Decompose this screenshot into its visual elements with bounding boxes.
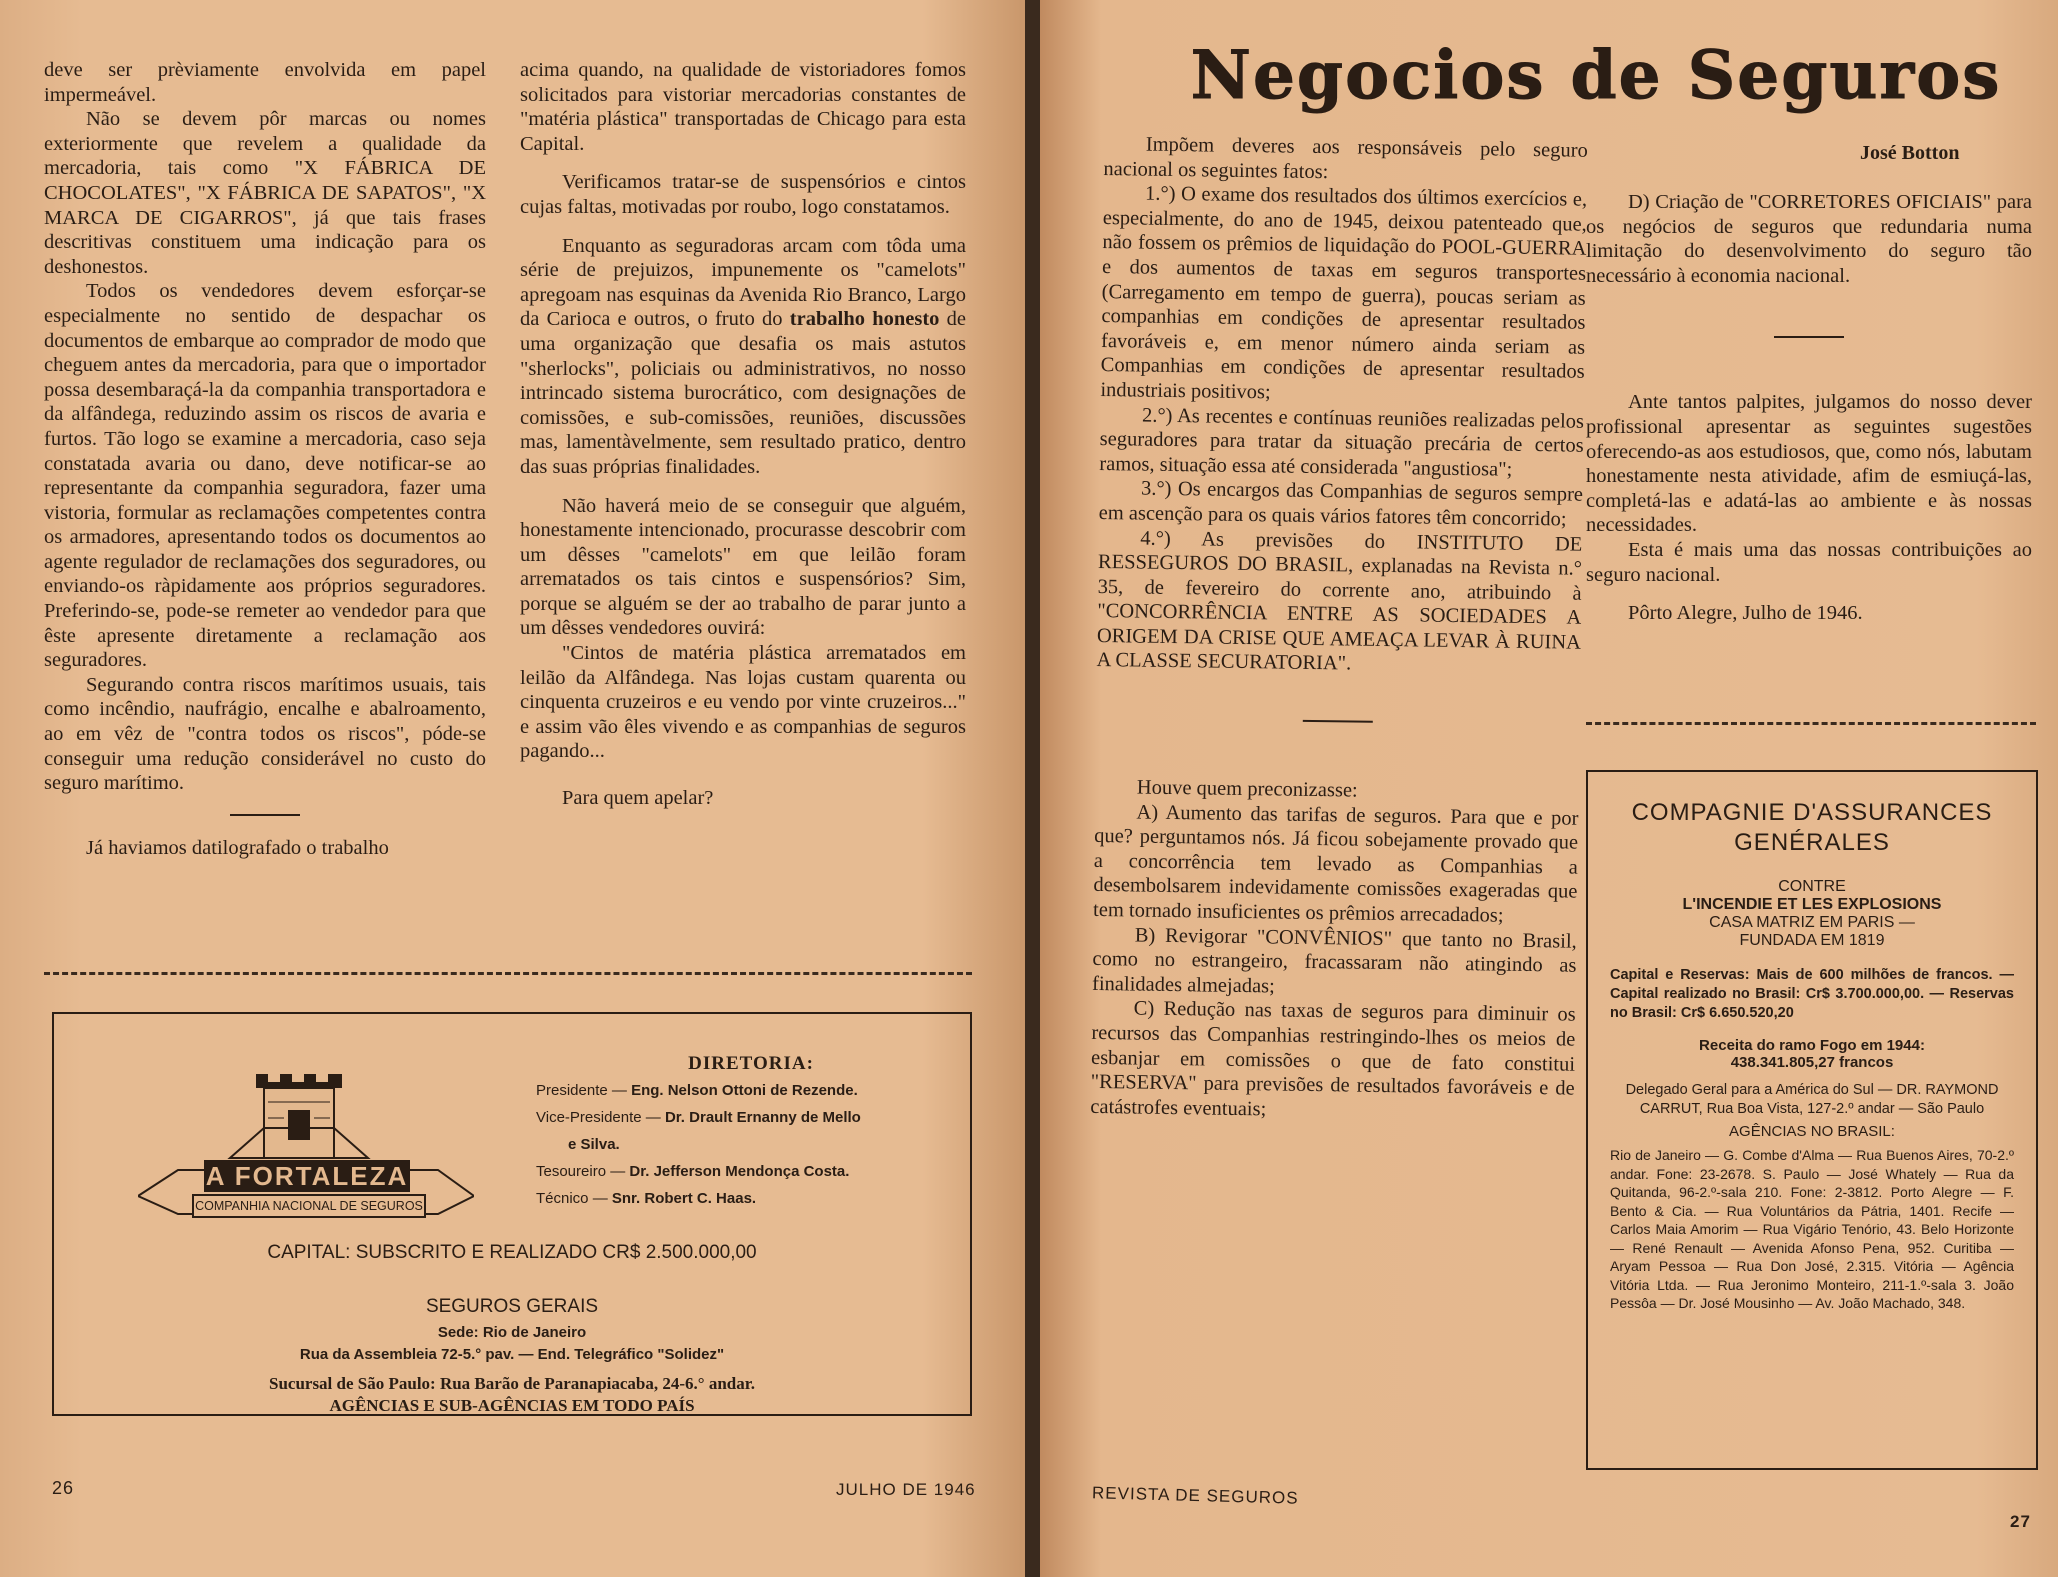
company-name: COMPAGNIE D'ASSURANCES GENÉRALES <box>1631 799 1993 856</box>
paragraph: 1.°) O exame dos resultados dos últimos exercícios e, especialmente, do ano de 1945, deixou patenteado que, não fossem os prêmios de liquidação do POOL-GUERRA e dos aumentos de taxas em seguros transportes (Carregamento em tempo de guerra), poucas seriam as companhias em condições de apresentar resultados favoráveis e, em menor número ainda seriam as Companhias em condições de apresentar resultados industriais positivos; <box>1100 182 1588 404</box>
article-title: Negocios de Seguros <box>1190 36 2002 114</box>
section-divider <box>230 814 300 816</box>
paragraph: "Cintos de matéria plástica arrematados em leilão da Alfândega. Nas lojas custam quarenta ou cinquenta cruzeiros e eu vendo por vinte cruzeiros..." e assim vão êles vivendo e as companhias de seguros pagando... <box>520 642 966 763</box>
revenue-label: Receita do ramo Fogo em 1944: <box>1699 1037 1925 1054</box>
author-name: José Botton <box>1860 142 1960 164</box>
contre-label: CONTRE <box>1778 878 1846 895</box>
capital-line: CAPITAL: SUBSCRITO E REALIZADO CR$ 2.500.000,00 <box>267 1242 757 1263</box>
agencies-text: Rio de Janeiro — G. Combe d'Alma — Rua Buenos Aires, 70-2.º andar. Fone: 23-2678. S. Paulo — José Whately — Rua da Quitanda, 96-2.º-sala 210. Fone: 2-3812. Porto Alegre — F. Bento & Cia. — Rua Voluntários da Pátria, 1401. Recife — Carlos Maia Amorim — Rua Vigário Tenório, 43. Belo Horizonte — René Renault — Avenida Afonso Pena, 952. Curitiba — Aryam Pessoa — Rua Don José, 2.315. Vitória — Agência Vitória Ltda. — Rua Jeronimo Monteiro, 211-1.º-sala 3. João Pessôa — Dr. José Mousinho — Av. João Machado, 348. <box>1610 1147 2014 1311</box>
paragraph: Segurando contra riscos marítimos usuais, tais como incêndio, naufrágio, encalhe e abalroamento, ao em vêz de "contra todos os riscos", póde-se conseguir uma redução considerável no custo do seguro marítimo. <box>44 673 486 795</box>
address-line: Rua da Assembleia 72-5.° pav. — End. Telegráfico "Solidez" <box>299 1346 725 1363</box>
sede-line: Sede: Rio de Janeiro <box>437 1324 587 1341</box>
paragraph: B) Revigorar "CONVÊNIOS" que tanto no Brasil, como no estrangeiro, fracassaram não atingindo as finalidades almejadas; <box>1091 924 1577 998</box>
paragraph: A) Aumento das tarifas de seguros. Para que e por que? perguntamos nós. Já ficou sobejamente provado que a concorrência tem levado as Companhias a desembolsarem indevidamente comissões exageradas que tem tornado insuficientes os prêmios arrecadados; <box>1092 801 1579 927</box>
dotted-divider <box>44 972 972 975</box>
paragraph: Ante tantos palpites, julgamos do nosso dever profissional apresentar as seguintes sugestões oferecendo-as aos estudiosos, que, como nós, labutam honestamente nesta atividade, afim de esmiuçá-las, completá-las e adatá-las ao ambiente e às nossas necessidades. <box>1586 391 2032 537</box>
director-row: Vice-Presidente — Dr. Drault Ernanny de Mello <box>536 1109 861 1126</box>
paragraph: acima quando, na qualidade de vistoriadores fomos solicitados para vistoriar mercadorias constantes de "matéria plástica" transportadas de Chicago para esta Capital. <box>520 59 966 155</box>
fortaleza-logo <box>138 1068 474 1228</box>
paragraph: deve ser prèviamente envolvida em papel impermeável. <box>44 59 486 106</box>
page-number: 27 <box>2010 1512 2031 1531</box>
right-column-1 <box>1090 132 1588 1126</box>
sucursal-line: Sucursal de São Paulo: Rua Barão de Paranapiacaba, 24-6.° andar. <box>268 1374 755 1393</box>
coverage-line: L'INCENDIE ET LES EXPLOSIONS <box>1682 896 1942 913</box>
headquarters-line: CASA MATRIZ EM PARIS — <box>1709 914 1915 931</box>
page-number: 26 <box>52 1478 75 1498</box>
capital-text: Capital e Reservas: Mais de 600 milhões de francos. — Capital realizado no Brasil: Cr$ 3.700.000,00. — Reservas no Brasil: Cr$ 6.650.520,20 <box>1610 967 2014 1021</box>
paragraph: Para quem apelar? <box>562 787 714 810</box>
paragraph: Todos os vendedores devem esforçar-se especialmente no sentido de despachar os documentos de embarque ao comprador de modo que cheguem antes da mercadoria, para que o importador possa desembaraçá-la da companhia transportadora e da alfândega, reduzindo assim os riscos de avaria e furtos. Tão logo se examine a mercadoria, caso seja constatada avaria ou dano, deve notificar-se ao representante da companhia seguradora, fazer uma vistoria, formular as reclamações competentes contra os armadores, apresentando todos os documentos ao agente regulador de reclamações dos seguradores, ou enviando-os ràpidamente aos próprios seguradores. Preferindo-se, pode-se remeter ao vendedor para que êste apresente diretamente a reclamação aos seguradores. <box>44 280 486 672</box>
left-page <box>0 0 1025 1577</box>
paragraph: Verificamos tratar-se de suspensórios e cintos cujas faltas, motivadas por roubo, logo constatamos. <box>520 171 966 218</box>
paragraph: Pôrto Alegre, Julho de 1946. <box>1628 602 1863 625</box>
dotted-divider <box>1586 722 2036 725</box>
compagnie-advertisement <box>1586 770 2038 1470</box>
director-row: Técnico — Snr. Robert C. Haas. <box>536 1190 757 1207</box>
paragraph: Não haverá meio de se conseguir que alguém, honestamente intencionado, procurasse descobrir com um dêsses "camelots" em que leilão foram arrematados os tais cintos e suspensórios? Sim, porque se alguém se der ao trabalho de parar junto a um dêsses vendedores ouvirá: <box>520 494 966 640</box>
agencias-line: AGÊNCIAS E SUB-AGÊNCIAS EM TODO PAÍS <box>329 1396 695 1415</box>
section-divider <box>1774 336 1844 338</box>
right-page <box>1040 0 2058 1577</box>
left-column-1 <box>44 58 486 860</box>
footer-date: JULHO DE 1946 <box>836 1480 976 1499</box>
director-row: Presidente — Eng. Nelson Ottoni de Rezende. <box>536 1082 858 1099</box>
paragraph: Já haviamos datilografado o trabalho <box>86 836 389 859</box>
section-divider <box>1303 720 1373 723</box>
paragraph: Houve quem preconizasse: <box>1136 776 1358 802</box>
paragraph: C) Redução nas taxas de seguros para diminuir os recursos das Companhias restringindo-lhes os meios de esbanjar em comissões o que de fato constitui "RESERVA" para previsões de resultados favoráveis e de catástrofes eventuais; <box>1090 997 1576 1121</box>
paragraph: Enquanto as seguradoras arcam com tôda uma série de prejuizos, impunemente os "camelots" apregoam nas esquinas da Avenida Rio Branco, Largo da Carioca e outros, o fruto do trabalho honesto de uma organização que desafia os mais astutos "sherlocks", policiais ou administrativos, no nosso intrincado sistema burocrático, com designações de comissões, e sub-comissões, reuniões, discussões mas, lamentàvelmente, sem resultado pratico, dentro das suas próprias finalidades. <box>520 234 967 478</box>
paragraph: Não se devem pôr marcas ou nomes exteriormente que revelem a qualidade da mercadoria, tais como "X FÁBRICA DE CHOCOLATES", "X FÁBRICA DE SAPATOS", "X MARCA DE CIGARROS", já que tais frases descritivas constituem uma indicação para os deshonestos. <box>44 108 486 278</box>
paragraph: D) Criação de "CORRETORES OFICIAIS" para os negócios de seguros que redundaria numa limitação do desenvolvimento do seguro tão necessário à economia nacional. <box>1586 191 2032 287</box>
paragraph: 4.°) As previsões do INSTITUTO DE RESSEGUROS DO BRASIL, explanadas na Revista n.° 35, de fevereiro do corrente ano, atribuindo à "CONCORRÊNCIA ENTRE AS SOCIEDADES A ORIGEM DA CRISE QUE AMEAÇA LEVAR À RUINA A CLASSE SECURATORIA". <box>1096 527 1583 675</box>
paragraph: 3.°) Os encargos das Companhias de seguros sempre em ascenção para os quais vários fatores têm concorrido; <box>1098 477 1584 531</box>
delegate-text: Delegado Geral para a América do Sul — DR. RAYMOND CARRUT, Rua Boa Vista, 127-2.º andar — São Paulo <box>1625 1082 1999 1117</box>
directors-title: DIRETORIA: <box>688 1053 814 1074</box>
agencies-title: AGÊNCIAS NO BRASIL: <box>1729 1123 1895 1140</box>
paragraph: Impõem deveres aos responsáveis pelo seguro nacional os seguintes fatos: <box>1103 133 1588 183</box>
left-column-2 <box>520 58 966 811</box>
right-column-2 <box>1586 190 2032 626</box>
paragraph: Esta é mais uma das nossas contribuições ao seguro nacional. <box>1586 538 2032 586</box>
brand-name: A FORTALEZA <box>205 1161 409 1191</box>
footer-title: REVISTA DE SEGUROS <box>1091 1483 1299 1508</box>
fortaleza-advertisement <box>52 1012 972 1416</box>
revenue-value: 438.341.805,27 francos <box>1730 1054 1894 1071</box>
seguros-gerais: SEGUROS GERAIS <box>425 1296 599 1317</box>
founded-line: FUNDADA EM 1819 <box>1739 932 1885 949</box>
director-row: e Silva. <box>568 1136 620 1153</box>
brand-subtitle: COMPANHIA NACIONAL DE SEGUROS <box>192 1194 426 1218</box>
director-row: Tesoureiro — Dr. Jefferson Mendonça Costa. <box>536 1163 850 1180</box>
paragraph: 2.°) As recentes e contínuas reuniões realizadas pelos seguradores para tratar da situação precária de certos ramos, situação essa até considerada "angustiosa"; <box>1099 404 1585 481</box>
emphasis-text: trabalho honesto <box>789 308 940 331</box>
directors-list <box>536 1050 966 1212</box>
